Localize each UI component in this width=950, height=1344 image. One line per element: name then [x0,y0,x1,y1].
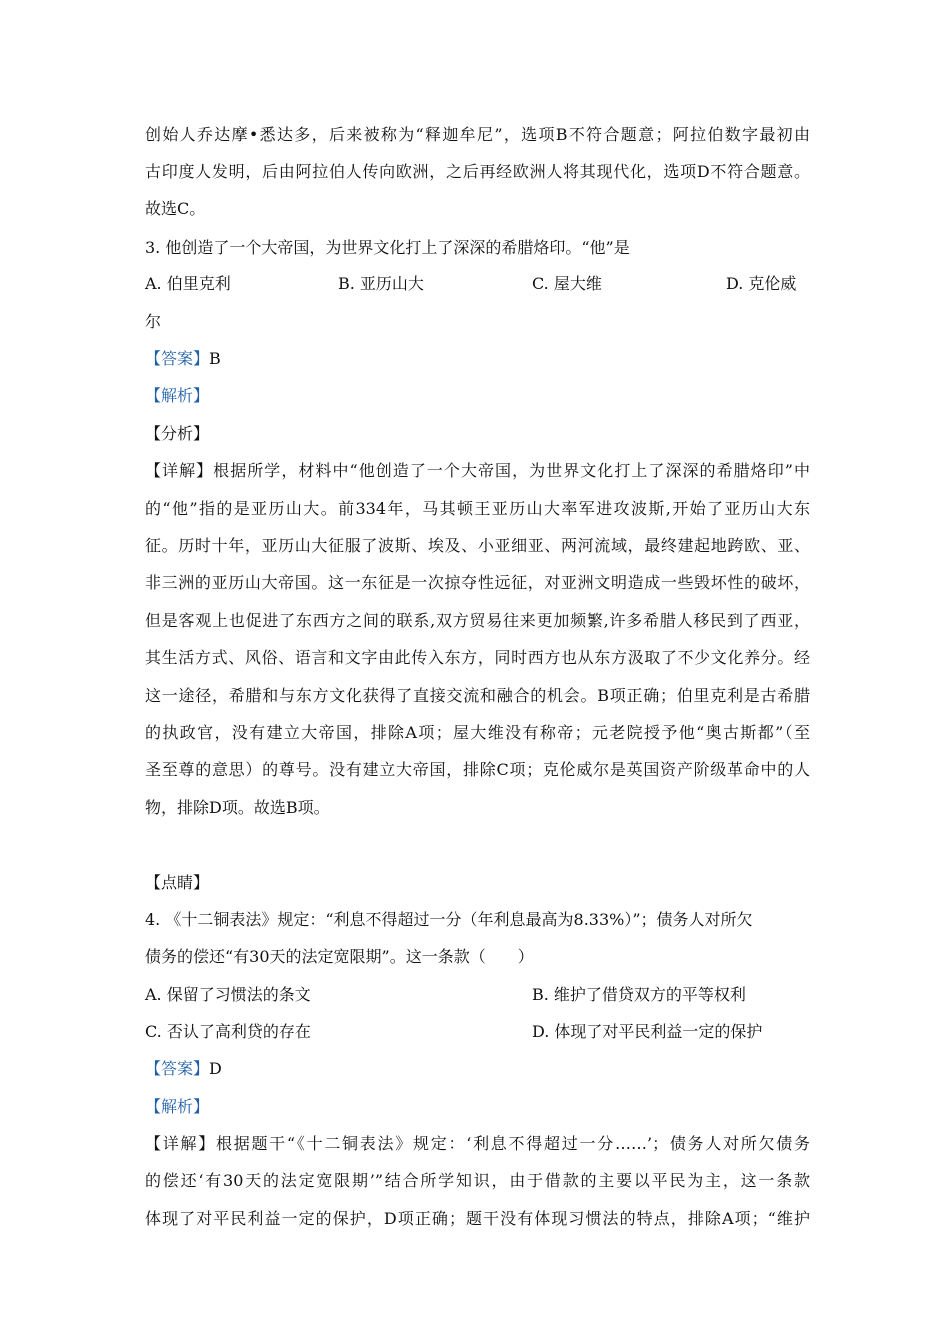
q3-option-a: A. 伯里克利 [145,274,231,293]
q4-option-a: A. 保留了习惯法的条文 [145,985,311,1004]
q3-option-b: B. 亚历山大 [338,274,424,293]
q3-detail-line: 非三洲的亚历山大帝国。这一东征是一次掠夺性远征，对亚洲文明造成一些毁坏性的破坏， [145,573,810,592]
q4-detail-line: 【详解】根据题干“《十二铜表法》规定：‘利息不得超过一分……’；债务人对所欠债务 [145,1134,810,1153]
q3-detail-line: 这一途径，希腊和与东方文化获得了直接交流和融合的机会。B项正确；伯里克利是古希腊 [145,686,810,705]
q4-option-c: C. 否认了高利贷的存在 [145,1022,311,1041]
q4-analysis-label: 【解析】 [145,1097,210,1116]
q3-detail-line: 圣至尊的意思）的尊号。没有建立大帝国，排除C项；克伦威尔是英国资产阶级革命中的人 [145,760,810,779]
question-3-stem: 3. 他创造了一个大帝国，为世界文化打上了深深的希腊烙印。“他”是 [145,238,630,257]
answer-value: D [209,1059,222,1078]
q3-option-d-wrap: 尔 [145,312,162,331]
answer-label: 【答案】 [145,349,210,368]
text-line: 创始人乔达摩•悉达多，后来被称为“释迦牟尼”，选项B不符合题意；阿拉伯数字最初由 [145,125,810,144]
text-line: 故选C。 [145,199,206,218]
question-4-stem-line-1: 4. 《十二铜表法》规定：“利息不得超过一分（年利息最高为8.33%）”；债务人对所欠 [145,910,753,929]
q3-detail-line: 但是客观上也促进了东西方之间的联系,双方贸易往来更加频繁,许多希腊人移民到了西亚， [145,611,810,630]
q3-detail-line: 征。历时十年，亚历山大征服了波斯、埃及、小亚细亚、两河流域，最终建起地跨欧、亚、 [145,536,810,555]
q3-option-c: C. 屋大维 [532,274,602,293]
q3-fenxi-label: 【分析】 [145,424,210,443]
q3-detail-line: 的执政官，没有建立大帝国，排除A项；屋大维没有称帝；元老院授予他“奥古斯都”（至 [145,723,810,742]
q3-analysis-label: 【解析】 [145,386,210,405]
q3-detail-line: 【详解】根据所学，材料中“他创造了一个大帝国，为世界文化打上了深深的希腊烙印”中 [145,461,810,480]
q4-answer [145,1058,810,1080]
q3-option-d: D. 克伦威 [726,274,797,293]
q3-detail-line: 其生活方式、风俗、语言和文字由此传入东方，同时西方也从东方汲取了不少文化养分。经 [145,648,810,667]
q4-option-d: D. 体现了对平民利益一定的保护 [532,1022,763,1041]
q3-answer [145,348,810,370]
q4-detail-line: 体现了对平民利益一定的保护，D项正确；题干没有体现习惯法的特点，排除A项；“维护 [145,1209,810,1228]
text-line: 古印度人发明，后由阿拉伯人传向欧洲，之后再经欧洲人将其现代化，选项D不符合题意。 [145,162,810,181]
answer-label: 【答案】 [145,1059,210,1078]
question-4-stem-line-2: 债务的偿还“有30天的法定宽限期”。这一条款（ ） [145,947,534,966]
q3-comment-label: 【点睛】 [145,873,210,892]
q4-option-b: B. 维护了借贷双方的平等权利 [532,985,746,1004]
q3-detail-line: 物，排除D项。故选B项。 [145,798,330,817]
q4-detail-line: 的偿还‘有30天的法定宽限期’”结合所学知识，由于借款的主要以平民为主，这一条款 [145,1171,810,1190]
q3-detail-line: 的“他”指的是亚历山大。前334年，马其顿王亚历山大率军进攻波斯,开始了亚历山大东 [145,499,810,518]
answer-value: B [209,349,221,368]
